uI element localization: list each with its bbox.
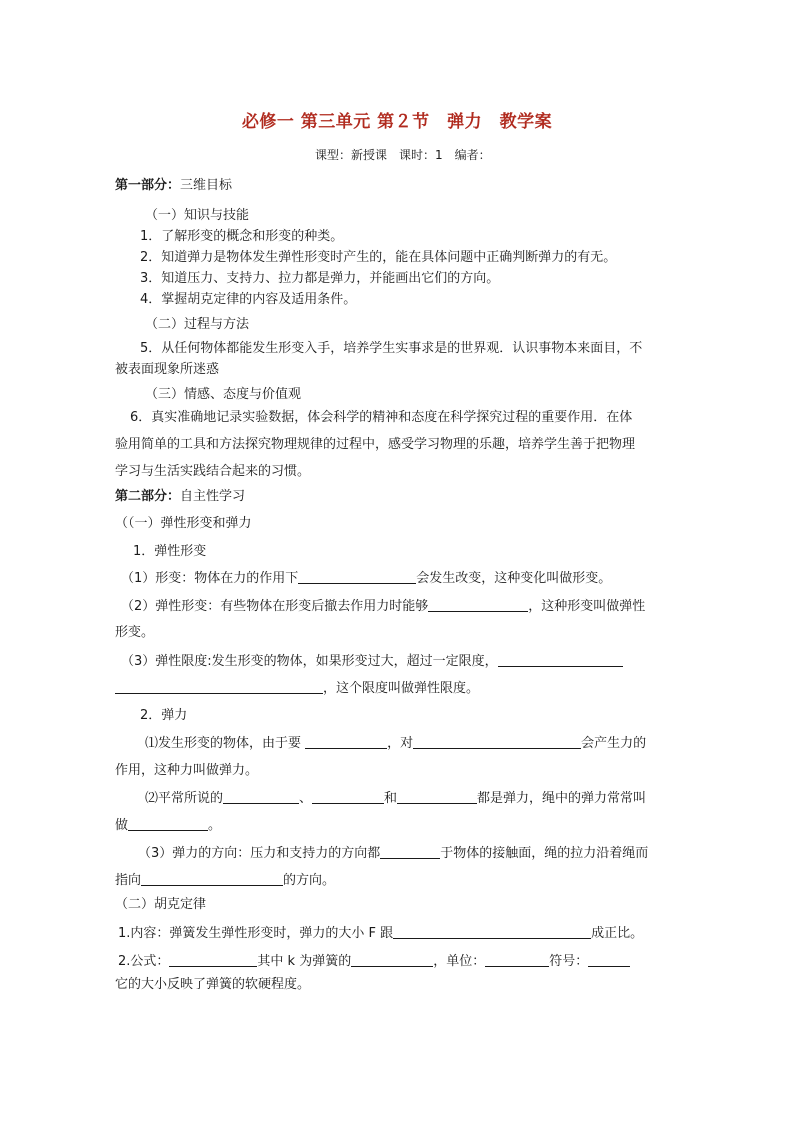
question-3-text-a: （3）弹性限度:发生形变的物体，如果形变过大，超过一定限度， <box>121 654 498 669</box>
answer-blank[interactable] <box>428 598 528 612</box>
hooke-item-1-text-b: 成正比。 <box>591 926 644 941</box>
part1-heading <box>115 178 232 194</box>
elastic-item-2 <box>145 790 646 807</box>
hooke-item-2-text-b: 其中 k 为弹簧的 <box>257 954 352 969</box>
subheading-knowledge: （一）知识与技能 <box>145 208 250 223</box>
elastic-item-1-text-c: 会产生力的 <box>581 736 647 751</box>
answer-blank[interactable] <box>498 653 623 667</box>
question-3 <box>121 653 623 670</box>
answer-blank[interactable] <box>393 925 591 939</box>
lesson-meta: 课型：新授课 课时：1 编者： <box>315 148 491 162</box>
goal-3: 3．知道压力、支持力、拉力都是弹力，并能画出它们的方向。 <box>140 271 500 286</box>
elastic-item-1-text-a: ⑴发生形变的物体，由于要 <box>145 736 306 751</box>
answer-blank[interactable] <box>141 872 283 886</box>
elastic-item-3-text-b: 于物体的接触面，绳的拉力沿着绳而 <box>440 846 649 861</box>
elastic-item-1 <box>145 735 646 752</box>
topic-elastic-deformation: 1．弹性形变 <box>133 544 207 559</box>
goal-5-line2: 被表面现象所迷惑 <box>115 362 220 377</box>
document-title: 必修一 第三单元 第２节 弹力 教学案 <box>241 112 553 132</box>
goal-5-line1: 5．从任何物体都能发生形变入手，培养学生实事求是的世界观．认识事物本来面目，不 <box>140 341 643 356</box>
goal-1: 1．了解形变的概念和形变的种类。 <box>140 229 344 244</box>
goal-6-line3: 学习与生活实践结合起来的习惯。 <box>115 464 311 479</box>
question-1 <box>121 570 611 587</box>
answer-blank[interactable] <box>298 570 416 584</box>
hooke-item-1 <box>118 925 643 942</box>
subheading-values: （三）情感、态度与价值观 <box>145 387 302 402</box>
hooke-item-2-text-c: ，单位： <box>433 954 486 969</box>
subheading-process: （二）过程与方法 <box>145 317 250 332</box>
hooke-item-1-text-a: 1.内容：弹簧发生弹性形变时，弹力的大小 F 跟 <box>118 926 394 941</box>
part1-heading-label: 第一部分： <box>115 178 181 193</box>
question-3-cont <box>115 680 479 697</box>
question-2-text-b: ，这种形变叫做弹性 <box>528 599 646 614</box>
answer-blank[interactable] <box>128 817 208 831</box>
hooke-item-2 <box>118 953 630 970</box>
answer-blank[interactable] <box>588 953 630 967</box>
elastic-item-3-cont <box>115 872 335 889</box>
elastic-item-1-cont: 作用，这种力叫做弹力。 <box>115 763 259 778</box>
elastic-item-2-text-c: 和 <box>384 791 398 806</box>
answer-blank[interactable] <box>485 953 549 967</box>
topic-elastic-force: 2．弹力 <box>140 708 188 723</box>
elastic-item-2-text-d: 都是弹力，绳中的弹力常常叫 <box>477 791 647 806</box>
question-3-text-b: ，这个限度叫做弹性限度。 <box>323 681 480 696</box>
elastic-item-3-text-a: （3）弹力的方向：压力和支持力的方向都 <box>138 846 381 861</box>
answer-blank[interactable] <box>397 790 477 804</box>
question-2-text-a: （2）弹性形变：有些物体在形变后撤去作用力时能够 <box>121 599 429 614</box>
goal-4: 4．掌握胡克定律的内容及适用条件。 <box>140 292 357 307</box>
elastic-item-3-text-c: 指向 <box>115 873 142 888</box>
part2-heading <box>115 489 245 505</box>
elastic-item-1-text-b: ，对 <box>387 736 414 751</box>
elastic-item-3-text-d: 的方向。 <box>283 873 336 888</box>
elastic-item-2-text-a: ⑵平常所说的 <box>145 791 224 806</box>
answer-blank[interactable] <box>312 790 384 804</box>
question-1-text-b: 会发生改变，这种变化叫做形变。 <box>416 571 612 586</box>
part2-heading-text: 自主性学习 <box>180 489 246 504</box>
question-2 <box>121 598 645 615</box>
section-elastic: （（一）弹性形变和弹力 <box>115 516 252 531</box>
part1-heading-text: 三维目标 <box>180 178 233 193</box>
hooke-item-2-text-d: 符号： <box>549 954 589 969</box>
answer-blank[interactable] <box>305 735 387 749</box>
elastic-item-2-cont <box>115 817 221 834</box>
goal-6-line2: 验用简单的工具和方法探究物理规律的过程中，感受学习物理的乐趣，培养学生善于把物理 <box>115 437 636 452</box>
answer-blank[interactable] <box>351 953 433 967</box>
section-hooke: （二）胡克定律 <box>115 897 207 912</box>
answer-blank[interactable] <box>380 845 440 859</box>
elastic-item-2-text-f: 。 <box>208 818 222 833</box>
hooke-item-2-cont: 它的大小反映了弹簧的软硬程度。 <box>115 977 311 992</box>
goal-6-line1: 6．真实准确地记录实验数据，体会科学的精神和态度在科学探究过程的重要作用．在体 <box>130 410 633 425</box>
elastic-item-3 <box>138 845 648 862</box>
elastic-item-2-text-e: 做 <box>115 818 129 833</box>
elastic-item-2-text-b: 、 <box>299 791 313 806</box>
answer-blank[interactable] <box>115 680 323 694</box>
question-1-text-a: （1）形变：物体在力的作用下 <box>121 571 299 586</box>
question-2-cont: 形变。 <box>115 625 155 640</box>
answer-blank[interactable] <box>169 953 257 967</box>
part2-heading-label: 第二部分： <box>115 489 181 504</box>
answer-blank[interactable] <box>413 735 581 749</box>
goal-2: 2．知道弹力是物体发生弹性形变时产生的，能在具体问题中正确判断弹力的有无。 <box>140 250 617 265</box>
hooke-item-2-text-a: 2.公式： <box>118 954 170 969</box>
answer-blank[interactable] <box>223 790 299 804</box>
